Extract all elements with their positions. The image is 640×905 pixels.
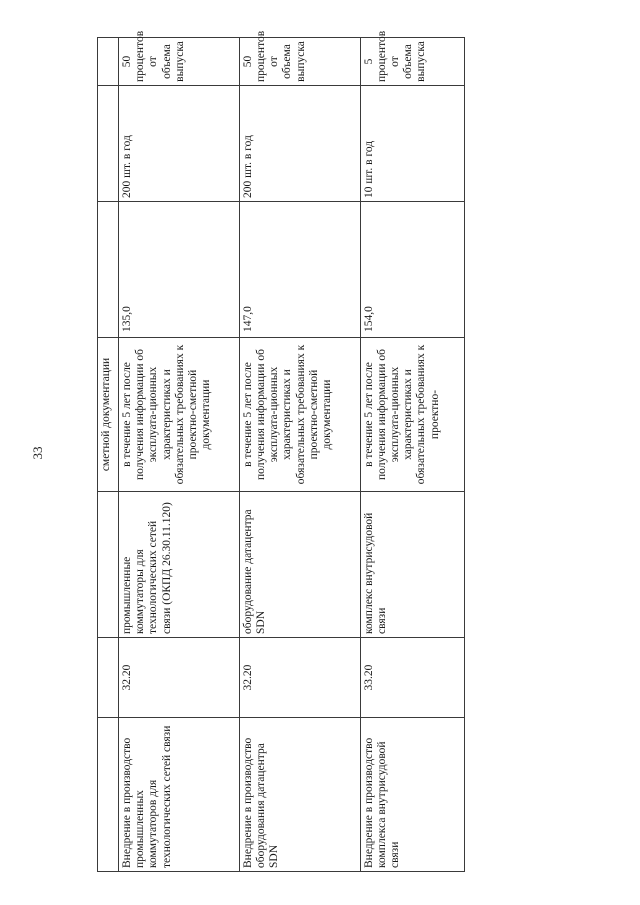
cell-share [98, 38, 119, 86]
cell-volume: 10 шт. в год [360, 86, 464, 202]
cell-code: 32.20 [119, 638, 240, 718]
cell-name: Внедрение в производство промышленных коммутаторов для технологических сетей связи [119, 718, 240, 872]
cell-value: 135,0 [119, 202, 240, 338]
cell-share: 5 процентов от объема выпуска [360, 38, 464, 86]
cell-value: 154,0 [360, 202, 464, 338]
cell-term: сметной документации [98, 338, 119, 492]
cell-value [98, 202, 119, 338]
table-row [239, 38, 360, 872]
cell-name [98, 718, 119, 872]
measures-table [97, 30, 465, 872]
cell-value: 147,0 [239, 202, 360, 338]
table-row [360, 38, 464, 872]
cell-product: оборудование датацентра SDN [239, 492, 360, 638]
cell-term: в течение 5 лет после получения информации об эксплуата-ционных характеристиках и обязательных требованиях к проектно-сметной документации [119, 338, 240, 492]
cell-product [98, 492, 119, 638]
table-row-continuation [98, 38, 119, 872]
cell-code [98, 638, 119, 718]
cell-share: 50 процентов от объема выпуска [239, 38, 360, 86]
cell-volume [98, 86, 119, 202]
cell-volume: 200 шт. в год [239, 86, 360, 202]
cell-term: в течение 5 лет после получения информации об эксплуата-ционных характеристиках и обязательных требованиях к проектно-сметной документации [239, 338, 360, 492]
cell-product: комплекс внутрисудовой связи [360, 492, 464, 638]
cell-name: Внедрение в производство оборудования датацентра SDN [239, 718, 360, 872]
rotated-table-container [97, 30, 465, 872]
cell-product: промышленные коммутаторы для технологических сетей связи (ОКПД 26.30.11.120) [119, 492, 240, 638]
cell-share: 50 процентов от объема выпуска [119, 38, 240, 86]
cell-code: 33.20 [360, 638, 464, 718]
cell-code: 32.20 [239, 638, 360, 718]
table-row [119, 38, 240, 872]
cell-term: в течение 5 лет после получения информации об эксплуата-ционных характеристиках и обязательных требованиях к проектно- [360, 338, 464, 492]
cell-volume: 200 шт. в год [119, 86, 240, 202]
cell-name: Внедрение в производство комплекса внутрисудовой связи [360, 718, 464, 872]
page-number: 33 [30, 446, 45, 460]
